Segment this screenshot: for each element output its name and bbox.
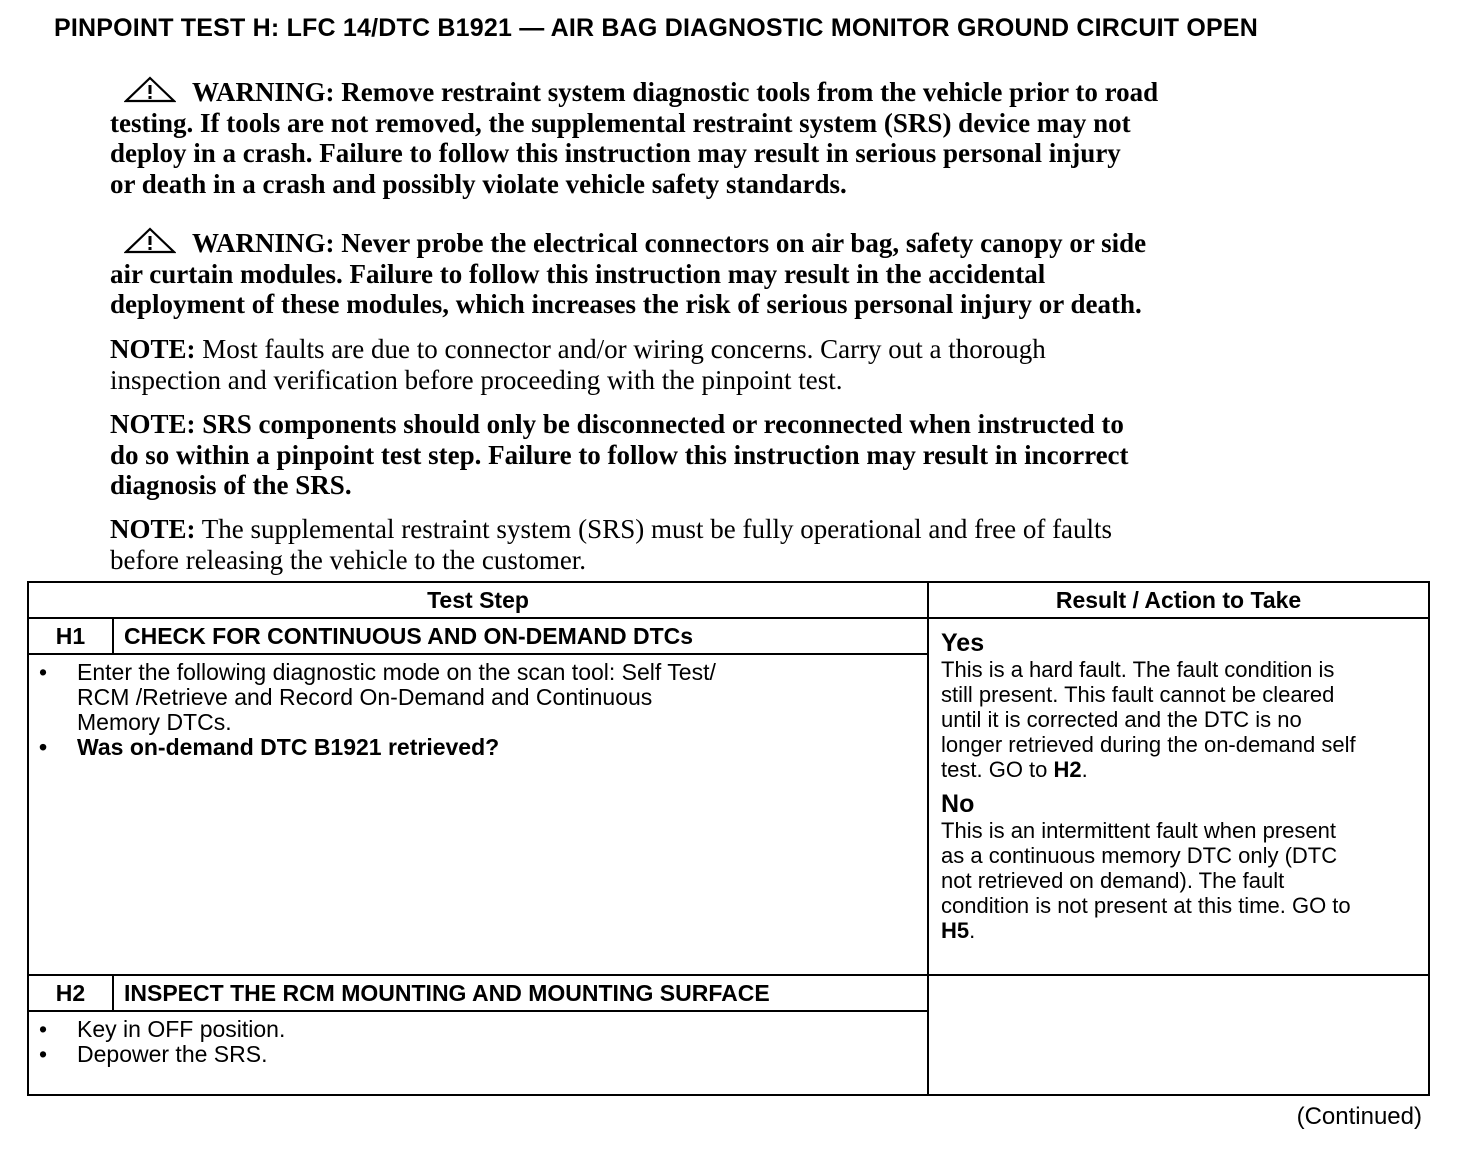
note-block-2	[110, 409, 1340, 501]
goto-step-link[interactable]: H2	[1053, 757, 1082, 782]
step-result-cell	[928, 975, 1429, 1095]
step-bullet	[77, 735, 927, 760]
note-text: Most faults are due to connector and/or wiring concerns. Carry out a thorough	[202, 334, 1046, 364]
step-heading: CHECK FOR CONTINUOUS AND ON-DEMAND DTCs	[113, 618, 928, 654]
warning-triangle-icon	[124, 76, 176, 104]
result-text: This is a hard fault. The fault condition is	[941, 657, 1335, 682]
step-heading-row	[28, 975, 1429, 1011]
warning-text: Remove restraint system diagnostic tools from the vehicle prior to road	[341, 77, 1159, 107]
result-text: longer retrieved during the on-demand self	[941, 732, 1356, 757]
column-header-result: Result / Action to Take	[928, 582, 1429, 618]
warning-text: deployment of these modules, which increases the risk of serious personal injury or death.	[110, 289, 1142, 319]
note-label: NOTE:	[110, 334, 196, 364]
result-text: .	[969, 918, 976, 943]
note-text: inspection and verification before proceeding with the pinpoint test.	[110, 364, 843, 395]
result-text: not retrieved on demand). The fault	[941, 868, 1285, 893]
result-text: This is an intermittent fault when present	[941, 818, 1336, 843]
note-text: do so within a pinpoint test step. Failure to follow this instruction may result in incorrect	[110, 439, 1129, 470]
note-label: NOTE:	[110, 409, 196, 439]
warning-triangle-icon	[124, 227, 176, 255]
bullet-text: Memory DTCs.	[77, 709, 232, 735]
pinpoint-test-table	[27, 581, 1430, 1096]
result-text: .	[1081, 757, 1088, 782]
step-id: H1	[28, 618, 113, 654]
step-heading: INSPECT THE RCM MOUNTING AND MOUNTING SURFACE	[113, 975, 928, 1011]
bullet-text: RCM /Retrieve and Record On-Demand and Continuous	[77, 684, 653, 710]
note-text: before releasing the vehicle to the customer.	[110, 544, 587, 575]
result-text: still present. This fault cannot be cleared	[941, 682, 1335, 707]
result-answer: Yes	[941, 629, 985, 657]
step-bullet	[77, 1017, 927, 1042]
goto-step-link[interactable]: H5	[941, 918, 970, 943]
result-answer: No	[941, 790, 975, 818]
page-title: PINPOINT TEST H: LFC 14/DTC B1921 — AIR BAG DIAGNOSTIC MONITOR GROUND CIRCUIT OPEN	[54, 14, 1258, 42]
note-text: SRS components should only be disconnected or reconnected when instructed to	[202, 409, 1124, 439]
step-result-cell	[928, 618, 1429, 975]
result-text: condition is not present at this time. GO to	[941, 893, 1351, 918]
note-block-1	[110, 334, 1340, 395]
bullet-text: • Enter the following diagnostic mode on the scan tool: Self Test/	[77, 659, 716, 685]
step-bullet	[77, 1042, 927, 1067]
note-label: NOTE:	[110, 514, 196, 544]
step-instructions	[28, 1011, 928, 1095]
warning-text: Never probe the electrical connectors on air bag, safety canopy or side	[341, 228, 1147, 258]
warning-text: air curtain modules. Failure to follow this instruction may result in the accidental	[110, 258, 1046, 289]
result-text: until it is corrected and the DTC is no	[941, 707, 1302, 732]
result-text: test. GO to	[941, 757, 1054, 782]
table-header-row	[28, 582, 1429, 618]
warning-text: testing. If tools are not removed, the supplemental restraint system (SRS) device may not	[110, 107, 1131, 138]
step-bullet	[77, 660, 927, 735]
bullet-text: • Key in OFF position.	[77, 1016, 286, 1042]
bullet-question: • Was on-demand DTC B1921 retrieved?	[77, 734, 500, 760]
warning-text: deploy in a crash. Failure to follow this instruction may result in serious personal injury	[110, 138, 1121, 168]
step-instructions	[28, 654, 928, 975]
note-block-3	[110, 514, 1340, 575]
column-header-test-step: Test Step	[28, 582, 928, 618]
step-id: H2	[28, 975, 113, 1011]
note-text: diagnosis of the SRS.	[110, 470, 352, 500]
warning-label: WARNING:	[192, 228, 335, 258]
result-text: as a continuous memory DTC only (DTC	[941, 843, 1338, 868]
step-heading-row	[28, 618, 1429, 654]
warning-text: or death in a crash and possibly violate vehicle safety standards.	[110, 168, 847, 199]
bullet-text: • Depower the SRS.	[77, 1041, 268, 1067]
warning-block-1	[110, 77, 1340, 199]
note-text: The supplemental restraint system (SRS) must be fully operational and free of faults	[201, 514, 1113, 544]
warning-block-2	[110, 228, 1340, 320]
continued-label: (Continued)	[1296, 1103, 1422, 1130]
warning-label: WARNING:	[192, 77, 335, 107]
